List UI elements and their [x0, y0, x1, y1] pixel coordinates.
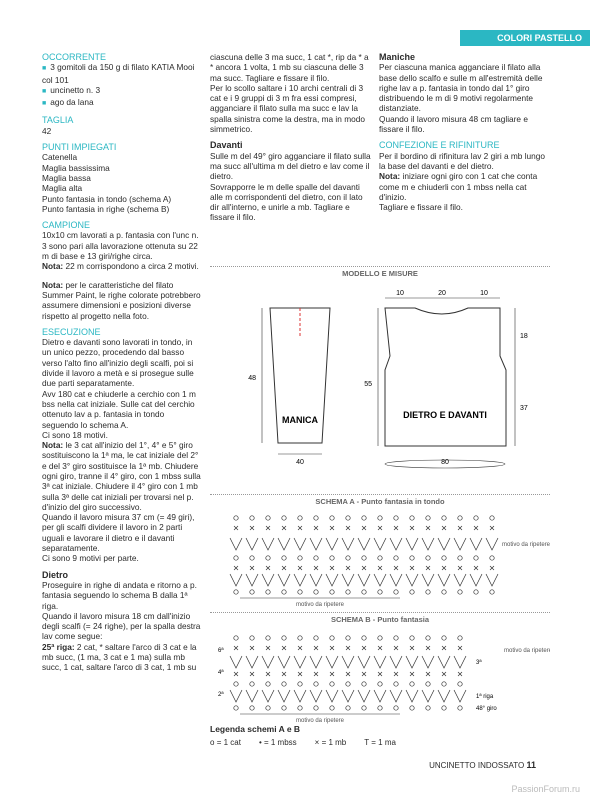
chain-stitch: [458, 706, 462, 710]
chain-stitch: [330, 590, 334, 594]
double-crochet-fan: [278, 538, 290, 550]
esecuzione-text: Quando il lavoro misura 37 cm (= 49 giri), per gli scalfi dividere il lavoro in 2 parti uguali e lavorare il dietro e il davanti separatamente.: [42, 512, 195, 554]
body-shape: [385, 308, 506, 446]
chain-stitch: [442, 516, 446, 520]
column-1: [42, 52, 202, 673]
dietro-cont: ciascuna delle 3 ma succ, 1 cat *, rip da * a * ancora 1 volta, 1 mb su ciascuna delle 3 ma succ. Tagliare e fissare il filo.: [210, 52, 369, 83]
chain-stitch: [442, 556, 446, 560]
chain-stitch: [234, 636, 238, 640]
double-crochet-fan: [358, 538, 370, 550]
punto-item: Catenella: [42, 152, 78, 163]
chain-stitch: [410, 682, 414, 686]
chain-stitch: [362, 556, 366, 560]
dietro-riga: [42, 642, 202, 673]
chain-icon: o: [210, 738, 215, 747]
chain-stitch: [346, 682, 350, 686]
chain-stitch: [362, 516, 366, 520]
double-crochet-fan: [454, 538, 466, 550]
double-crochet-fan: [470, 538, 482, 550]
confezione-text: Tagliare e fissare il filo.: [379, 202, 463, 213]
occorrente-title: OCCORRENTE: [42, 52, 107, 62]
punto-item: Punto fantasia in righe (schema B): [42, 203, 170, 214]
chain-stitch: [378, 556, 382, 560]
double-crochet-fan: [342, 538, 354, 550]
double-crochet-fan: [310, 690, 322, 702]
stitch-pattern: [230, 636, 466, 710]
double-crochet-fan: [406, 538, 418, 550]
chain-stitch: [250, 682, 254, 686]
legend: [210, 724, 550, 747]
double-crochet-fan: [390, 690, 402, 702]
double-crochet-fan: [294, 690, 306, 702]
chain-stitch: [298, 590, 302, 594]
chain-stitch: [314, 706, 318, 710]
chain-stitch: [410, 556, 414, 560]
double-crochet-fan: [230, 690, 242, 702]
chain-stitch: [458, 682, 462, 686]
watermark: PassionForum.ru: [511, 784, 580, 794]
double-crochet-fan: [246, 574, 258, 586]
chain-stitch: [346, 556, 350, 560]
double-crochet-fan: [326, 538, 338, 550]
top-right-dim: 10: [480, 290, 488, 297]
riga-label: 25ª riga:: [42, 641, 75, 652]
chain-stitch: [442, 682, 446, 686]
double-crochet-fan: [326, 656, 338, 668]
maniche-title: Maniche: [379, 52, 416, 62]
double-crochet-fan: [246, 690, 258, 702]
confezione-title: CONFEZIONE E RIFINITURE: [379, 140, 500, 151]
legend-label: = 1 mbss: [263, 738, 297, 747]
nota-text: iniziare ogni giro con 1 cat che conta come m e chiuderli con 1 mbss nella cat d'inizio.: [379, 171, 538, 202]
chain-stitch: [346, 706, 350, 710]
double-crochet-fan: [374, 690, 386, 702]
chain-stitch: [250, 706, 254, 710]
chain-stitch: [458, 636, 462, 640]
taglia-value: 42: [42, 125, 52, 136]
chain-stitch: [394, 636, 398, 640]
sleeve-width-label: 40: [296, 459, 304, 466]
davanti-text: Sovrapporre le m delle spalle del davanti alle m corrispondenti del dietro, con il lato dir all'interno, e unirle a mb. Tagliare e fissare il filo.: [210, 181, 363, 223]
page-number: 11: [526, 760, 536, 770]
chain-stitch: [346, 516, 350, 520]
double-crochet-fan: [358, 690, 370, 702]
legend-item: [364, 738, 396, 747]
double-crochet-fan: [342, 690, 354, 702]
double-crochet-fan: [262, 690, 274, 702]
chain-stitch: [362, 590, 366, 594]
chain-stitch: [346, 636, 350, 640]
column-3: [379, 52, 549, 212]
slip-stitch-icon: •: [258, 738, 262, 747]
double-crochet-fan: [310, 538, 322, 550]
chain-stitch: [490, 590, 494, 594]
row-label: 6ª: [218, 648, 224, 654]
chain-stitch: [298, 682, 302, 686]
double-crochet-fan: [246, 656, 258, 668]
chain-stitch: [266, 706, 270, 710]
chain-stitch: [378, 590, 382, 594]
sleeve-height-label: 48: [248, 375, 256, 382]
esecuzione-text: Dietro e davanti sono lavorati in tondo, in un unico pezzo, procedendo dal basso verso l'alto fino all'inizio degli scalfi, poi si divide il lavoro a metà e si prosegue sulle due parti separatamente.: [42, 337, 194, 389]
chain-stitch: [314, 590, 318, 594]
chain-stitch: [282, 556, 286, 560]
schema-a-chart: [210, 506, 550, 610]
double-crochet-fan: [310, 656, 322, 668]
dietro-cont: Per lo scollo saltare i 10 archi centrali di 3 cat e i 9 gruppi di 3 m fra essi compresi, agganciare il filato sulla ma succ e lav la spalla sinistra come la destra, ma in modo simmetrico.: [210, 82, 365, 135]
chain-stitch: [458, 556, 462, 560]
sleeve-label: MANICA: [282, 415, 318, 425]
chain-stitch: [266, 590, 270, 594]
double-crochet-fan: [374, 656, 386, 668]
double-crochet-fan: [486, 538, 498, 550]
chain-stitch: [298, 636, 302, 640]
double-crochet-fan: [294, 538, 306, 550]
chain-stitch: [250, 636, 254, 640]
chain-stitch: [474, 556, 478, 560]
chain-stitch: [394, 706, 398, 710]
schema-a-figure: [210, 494, 550, 608]
schema-a-motivo-bottom: motivo da ripetere: [295, 602, 345, 608]
chain-stitch: [474, 516, 478, 520]
chain-stitch: [410, 590, 414, 594]
chain-stitch: [234, 556, 238, 560]
double-crochet-fan: [326, 574, 338, 586]
double-crochet-fan: [454, 690, 466, 702]
chain-stitch: [234, 682, 238, 686]
row-label: 2ª: [218, 692, 224, 698]
double-crochet-fan: [230, 574, 242, 586]
double-crochet-fan: [342, 656, 354, 668]
double-crochet-fan: [406, 574, 418, 586]
chain-stitch: [314, 516, 318, 520]
double-crochet-fan: [470, 574, 482, 586]
top-mid-dim: 20: [438, 290, 446, 297]
legend-item: [315, 738, 347, 747]
double-crochet-fan: [310, 574, 322, 586]
double-crochet-fan: [438, 574, 450, 586]
double-crochet-fan: [230, 538, 242, 550]
punto-item: Maglia alta: [42, 183, 83, 194]
schema-b-figure: [210, 612, 550, 724]
double-crochet-fan: [422, 656, 434, 668]
confezione-nota: [379, 171, 549, 202]
chain-stitch: [314, 636, 318, 640]
double-crochet-fan: [422, 574, 434, 586]
confezione-text: Per il bordino di rifinitura lav 2 giri a mb lungo la base del davanti e del dietro.: [379, 150, 546, 171]
chain-stitch: [250, 516, 254, 520]
double-crochet-fan: [278, 574, 290, 586]
legend-label: = 1 ma: [371, 738, 396, 747]
schema-b-motivo-bottom: motivo da ripetere: [295, 718, 345, 724]
double-crochet-fan: [262, 656, 274, 668]
chain-stitch: [394, 516, 398, 520]
row-label: 4ª: [218, 670, 224, 676]
chain-stitch: [426, 556, 430, 560]
schema-b-motivo-right: motivo da ripetere: [504, 648, 550, 654]
double-crochet-fan: [454, 656, 466, 668]
punto-item: Maglia bassa: [42, 172, 91, 183]
campione-nota: [42, 261, 202, 271]
modello-figure: [210, 266, 550, 478]
right-bottom-dim: 37: [520, 405, 528, 412]
chain-stitch: [426, 516, 430, 520]
left-total-dim: 55: [364, 381, 372, 388]
double-crochet-fan: [438, 538, 450, 550]
occorrente-item: ■ uncinetto n. 3: [42, 85, 202, 97]
chain-stitch: [442, 636, 446, 640]
chain-stitch: [298, 706, 302, 710]
double-crochet-fan: [294, 574, 306, 586]
chain-stitch: [426, 590, 430, 594]
chain-stitch: [362, 706, 366, 710]
chain-stitch: [330, 682, 334, 686]
page-footer: [429, 760, 536, 770]
esecuzione-text: Ci sono 9 motivi per parte.: [42, 553, 139, 564]
column-2: [210, 52, 372, 223]
nota-text: per le caratteristiche del filato Summer Paint, le righe colorate potrebbero assumere dimensioni e posizioni diverse rispetto al progetto nella foto.: [42, 279, 201, 321]
davanti-title: Davanti: [210, 140, 243, 151]
davanti-text: Sulle m del 49° giro agganciare il filato sulla ma succ all'ultima m del dietro e lav come il dietro.: [210, 150, 371, 182]
chain-stitch: [266, 556, 270, 560]
chain-stitch: [426, 682, 430, 686]
chain-stitch: [490, 556, 494, 560]
chain-stitch: [410, 516, 414, 520]
double-crochet-fan: [230, 656, 242, 668]
chain-stitch: [394, 682, 398, 686]
nota-label: Nota:: [379, 171, 401, 182]
double-crochet-fan: [278, 656, 290, 668]
occorrente-item: ■ ago da lana: [42, 97, 202, 109]
double-crochet-fan: [406, 690, 418, 702]
chain-stitch: [378, 682, 382, 686]
chain-stitch: [282, 682, 286, 686]
punto-item: Punto fantasia in tondo (schema A): [42, 193, 172, 204]
chain-stitch: [442, 706, 446, 710]
campione-title: CAMPIONE: [42, 220, 91, 231]
dietro-title: Dietro: [42, 569, 69, 580]
campione-text: 10x10 cm lavorati a p. fantasia con l'unc n. 3 sono pari alla lavorazione ottenuta su 22 m di base e 13 giri/righe circa.: [42, 230, 199, 262]
chain-stitch: [250, 556, 254, 560]
chain-stitch: [442, 590, 446, 594]
chain-stitch: [282, 706, 286, 710]
top-left-dim: 10: [396, 290, 404, 297]
bottom-dim: 80: [441, 459, 449, 466]
chain-stitch: [458, 590, 462, 594]
section-banner: COLORI PASTELLO: [460, 30, 590, 46]
chain-stitch: [234, 516, 238, 520]
legend-item: [210, 738, 241, 747]
body-label: DIETRO E DAVANTI: [403, 410, 487, 420]
double-crochet-fan: [278, 690, 290, 702]
esecuzione-nota: [42, 440, 202, 512]
legend-row: [210, 738, 550, 747]
chain-stitch: [426, 706, 430, 710]
chain-stitch: [234, 706, 238, 710]
row-label: 48° giro: [476, 706, 497, 712]
dietro-text: Proseguire in righe di andata e ritorno a p. fantasia seguendo lo schema B dalla 1ª riga.: [42, 579, 197, 611]
double-crochet-fan: [454, 574, 466, 586]
chain-stitch: [266, 682, 270, 686]
chain-stitch: [378, 516, 382, 520]
double-crochet-fan: [294, 656, 306, 668]
chain-stitch: [490, 516, 494, 520]
chain-stitch: [426, 636, 430, 640]
magazine-name: UNCINETTO INDOSSATO: [429, 761, 525, 770]
chain-stitch: [314, 682, 318, 686]
chain-stitch: [410, 636, 414, 640]
double-crochet-fan: [422, 538, 434, 550]
double-crochet-fan: [358, 656, 370, 668]
double-crochet-fan: [390, 538, 402, 550]
chain-stitch: [474, 590, 478, 594]
double-crochet-fan: [390, 574, 402, 586]
esecuzione-text: Avv 180 cat e chiuderle a cerchio con 1 m bss nella cat iniziale. Sulle cat del cerchio ottenuto lav a p. fantasia in tondo seguendo lo schema A.: [42, 388, 196, 430]
legend-label: = 1 mb: [321, 738, 347, 747]
esecuzione-text: Ci sono 18 motivi.: [42, 429, 108, 440]
chain-stitch: [330, 636, 334, 640]
chain-stitch: [362, 636, 366, 640]
nota-label: Nota:: [42, 261, 64, 272]
punti-title: PUNTI IMPIEGATI: [42, 142, 117, 153]
double-crochet-fan: [406, 656, 418, 668]
chain-stitch: [282, 590, 286, 594]
schema-b-chart: [210, 624, 550, 726]
double-crochet-fan: [326, 690, 338, 702]
legend-item: [259, 738, 297, 747]
nota-label: Nota:: [42, 279, 64, 290]
double-crochet-fan: [262, 538, 274, 550]
double-crochet-fan: [374, 538, 386, 550]
chain-stitch: [410, 706, 414, 710]
schema-b-title: SCHEMA B - Punto fantasia: [210, 612, 550, 624]
chain-stitch: [298, 556, 302, 560]
maniche-text: Per ciascuna manica agganciare il filato alla base dello scalfo e sulle m all'estremità delle righe lav a p. fantasia in tondo dal 1° giro distribuendo le m di 9 motivi regolarmente distanziate.: [379, 62, 543, 114]
double-crochet-fan: [262, 574, 274, 586]
row-label: 3ª: [476, 660, 482, 666]
double-crochet-fan: [486, 574, 498, 586]
maniche-text: Quando il lavoro misura 48 cm tagliare e fissare il filo.: [379, 113, 528, 135]
single-crochet-icon: ×: [314, 738, 320, 747]
double-crochet-fan: [422, 690, 434, 702]
chain-stitch: [330, 706, 334, 710]
garment-diagram: [210, 278, 550, 478]
chain-stitch: [234, 590, 238, 594]
legend-label: = 1 cat: [216, 738, 241, 747]
double-crochet-fan: [342, 574, 354, 586]
nota-text: le 3 cat all'inizio del 1°, 4° e 5° giro sostituiscono la 1ª ma, le cat iniziale del 2° e del 3° giro sostituisce la 1ª mb. Chiudere ogni giro, tranne il 4° giro, con 1 mbss sulla 3ª cat iniziale. Chiudere il 4° giro con 1 mb sulla 3ª delle cat iniziali per trovarsi nel p. d'inizio del giro successivo.: [42, 440, 201, 512]
occorrente-item: ■ 3 gomitoli da 150 g di filato KATIA Mooi col 101: [42, 62, 202, 85]
riga-text: 2 cat, * saltare l'arco di 3 cat e la mb succ, (1 ma, 3 cat e 1 ma) sulla mb succ, 1 cat, saltare l'arco di 3 cat, 1 mb su: [42, 641, 197, 673]
chain-stitch: [362, 682, 366, 686]
chain-stitch: [458, 516, 462, 520]
right-top-dim: 18: [520, 333, 528, 340]
nota-label: Nota:: [42, 440, 64, 451]
double-crochet-fan: [374, 574, 386, 586]
row-label: 1ª riga: [476, 694, 494, 700]
nota-text: 22 m corrispondono a circa 2 motivi.: [63, 261, 199, 272]
chain-stitch: [266, 516, 270, 520]
double-crochet-fan: [358, 574, 370, 586]
punto-item: Maglia bassissima: [42, 162, 110, 173]
chain-stitch: [282, 636, 286, 640]
chain-stitch: [266, 636, 270, 640]
modello-title: MODELLO E MISURE: [210, 266, 550, 278]
double-crochet-fan: [246, 538, 258, 550]
chain-stitch: [314, 556, 318, 560]
chain-stitch: [378, 636, 382, 640]
taglia-title: TAGLIA: [42, 115, 74, 126]
chain-stitch: [330, 556, 334, 560]
double-crochet-fan: [438, 690, 450, 702]
chain-stitch: [330, 516, 334, 520]
chain-stitch: [394, 590, 398, 594]
chain-stitch: [346, 590, 350, 594]
legend-title: Legenda schemi A e B: [210, 724, 301, 734]
double-crochet-fan: [390, 656, 402, 668]
chain-stitch: [378, 706, 382, 710]
double-crochet-icon: T: [364, 738, 370, 747]
schema-a-motivo-right: motivo da ripetere: [502, 542, 550, 548]
chain-stitch: [394, 556, 398, 560]
stitch-pattern: [230, 516, 498, 594]
double-crochet-fan: [438, 656, 450, 668]
dietro-text: Quando il lavoro misura 18 cm dall'inizio degli scalfi (= 24 righe), per la spalla destra lav come segue:: [42, 610, 201, 642]
nota-filato: [42, 280, 202, 321]
esecuzione-title: ESECUZIONE: [42, 326, 101, 337]
schema-a-title: SCHEMA A - Punto fantasia in tondo: [210, 494, 550, 506]
chain-stitch: [282, 516, 286, 520]
chain-stitch: [250, 590, 254, 594]
chain-stitch: [298, 516, 302, 520]
